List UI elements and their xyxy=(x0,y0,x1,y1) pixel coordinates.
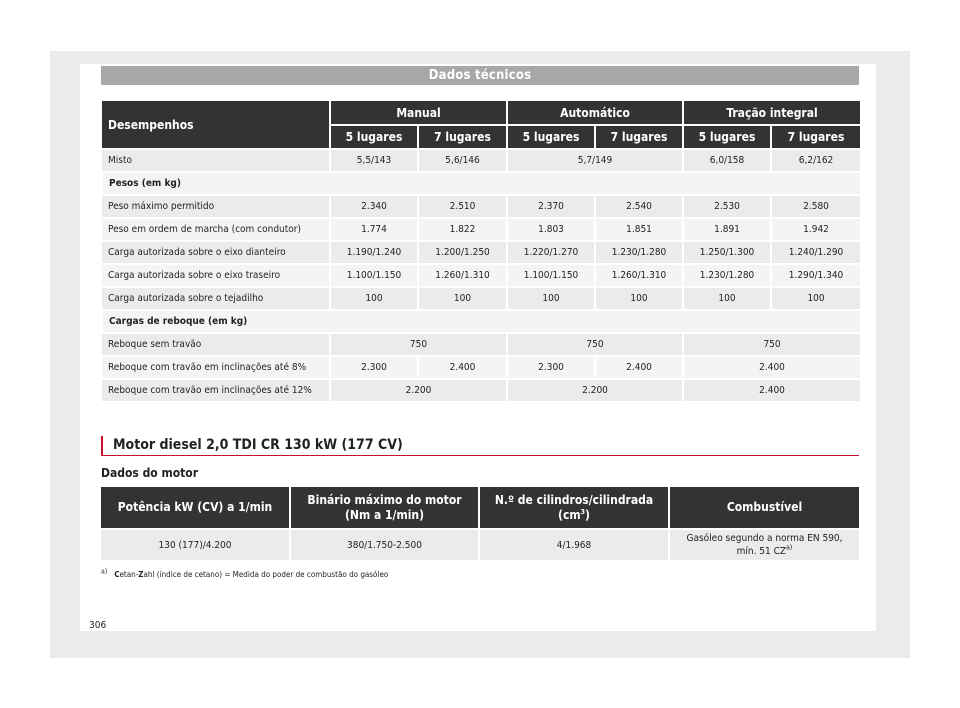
table-cell: 1.200/1.250 xyxy=(418,241,507,264)
footnote-bold-z: Z xyxy=(138,570,144,579)
table-cell: 5,7/149 xyxy=(507,149,683,172)
table-cell: 2.200 xyxy=(507,379,683,401)
table-cell: 2.400 xyxy=(683,379,860,401)
table-cell: 2.580 xyxy=(771,195,860,218)
superscript: 3 xyxy=(580,507,586,516)
table-cell: 750 xyxy=(683,333,860,356)
table-cell: 1.230/1.280 xyxy=(595,241,683,264)
table-row xyxy=(102,218,860,241)
table-cell: 4/1.968 xyxy=(479,529,669,560)
table-cell: 750 xyxy=(507,333,683,356)
header-cylinders-end: ) xyxy=(585,507,590,522)
table-cell: 2.530 xyxy=(683,195,771,218)
table-cell: 380/1.750-2.500 xyxy=(290,529,479,560)
sub-header: 7 lugares xyxy=(595,125,683,149)
table-cell: 100 xyxy=(418,287,507,310)
table-cell: 1.100/1.150 xyxy=(330,264,418,287)
group-header-automatic: Automático xyxy=(507,101,683,125)
table-cell: 6,2/162 xyxy=(771,149,860,172)
header-power: Potência kW (CV) a 1/min xyxy=(101,487,290,529)
table-row xyxy=(102,195,860,218)
table-cell: 1.822 xyxy=(418,218,507,241)
footnote-bold-c: C xyxy=(114,570,120,579)
table-cell: 750 xyxy=(330,333,507,356)
row-header-performance: Desempenhos xyxy=(102,101,330,149)
row-label: Carga autorizada sobre o eixo dianteiro xyxy=(102,241,330,264)
table-cell: 1.290/1.340 xyxy=(771,264,860,287)
table-cell: 100 xyxy=(683,287,771,310)
header-torque: Binário máximo do motor (Nm a 1/min) xyxy=(290,487,479,529)
table-cell: 100 xyxy=(771,287,860,310)
table-cell: 2.200 xyxy=(330,379,507,401)
subheading: Dados do motor xyxy=(101,466,199,480)
row-label: Carga autorizada sobre o eixo traseiro xyxy=(102,264,330,287)
group-header-manual: Manual xyxy=(330,101,507,125)
table-cell: 2.300 xyxy=(507,356,595,379)
table-cell: 2.400 xyxy=(683,356,860,379)
table-cell: 5,5/143 xyxy=(330,149,418,172)
table-cell: 2.510 xyxy=(418,195,507,218)
table-row-misto xyxy=(102,149,860,172)
table-cell: 1.240/1.290 xyxy=(771,241,860,264)
table-cell: 1.803 xyxy=(507,218,595,241)
table-cell-fuel xyxy=(669,529,859,560)
row-label: Peso em ordem de marcha (com condutor) xyxy=(102,218,330,241)
row-label: Reboque com travão em inclinações até 8% xyxy=(102,356,330,379)
row-label: Carga autorizada sobre o tejadilho xyxy=(102,287,330,310)
table-cell: 2.340 xyxy=(330,195,418,218)
table-cell: 2.300 xyxy=(330,356,418,379)
table-cell: 1.230/1.280 xyxy=(683,264,771,287)
table-cell: 100 xyxy=(330,287,418,310)
header-cylinders-text: N.º de cilindros/cilindrada (cm xyxy=(494,492,654,522)
motor-data-table xyxy=(101,487,859,560)
table-row xyxy=(102,333,860,356)
sub-header: 7 lugares xyxy=(418,125,507,149)
table-cell: 1.260/1.310 xyxy=(595,264,683,287)
table-cell: 2.400 xyxy=(418,356,507,379)
table-cell: 1.190/1.240 xyxy=(330,241,418,264)
table-cell: 130 (177)/4.200 xyxy=(101,529,290,560)
footnote-marker: a) xyxy=(101,567,108,576)
section-row-towing xyxy=(102,310,860,333)
table-row xyxy=(102,264,860,287)
footnote-ref: a) xyxy=(786,543,793,552)
row-label: Peso máximo permitido xyxy=(102,195,330,218)
sub-header: 7 lugares xyxy=(771,125,860,149)
section-title: Motor diesel 2,0 TDI CR 130 kW (177 CV) xyxy=(101,436,859,456)
group-header-awd: Tração integral xyxy=(683,101,860,125)
page-title-banner: Dados técnicos xyxy=(101,66,859,85)
table-row xyxy=(102,356,860,379)
table-cell: 1.220/1.270 xyxy=(507,241,595,264)
section-label-weights: Pesos (em kg) xyxy=(102,172,860,195)
section-label-towing: Cargas de reboque (em kg) xyxy=(102,310,860,333)
table-cell: 1.774 xyxy=(330,218,418,241)
row-label: Reboque com travão em inclinações até 12% xyxy=(102,379,330,401)
table-cell: 1.942 xyxy=(771,218,860,241)
table-cell: 1.851 xyxy=(595,218,683,241)
table-cell: 1.250/1.300 xyxy=(683,241,771,264)
footnote-text: etan- xyxy=(119,570,139,579)
table-row xyxy=(102,287,860,310)
table-cell: 100 xyxy=(595,287,683,310)
footnote xyxy=(101,567,389,579)
row-label: Reboque sem travão xyxy=(102,333,330,356)
header-cylinders xyxy=(479,487,669,529)
table-cell: 5,6/146 xyxy=(418,149,507,172)
table-row xyxy=(101,529,859,560)
fuel-text: Gasóleo segundo a norma EN 590, mín. 51 CZ xyxy=(686,533,843,557)
sub-header: 5 lugares xyxy=(683,125,771,149)
table-cell: 2.370 xyxy=(507,195,595,218)
page-number: 306 xyxy=(89,620,107,631)
sub-header: 5 lugares xyxy=(507,125,595,149)
footnote-text: ahl (índice de cetano) = Medida do poder de combustão do gasóleo xyxy=(143,570,389,579)
performance-table xyxy=(101,101,860,401)
table-cell: 1.891 xyxy=(683,218,771,241)
header-fuel: Combustível xyxy=(669,487,859,529)
table-cell: 6,0/158 xyxy=(683,149,771,172)
section-row-weights xyxy=(102,172,860,195)
table-cell: 2.400 xyxy=(595,356,683,379)
sub-header: 5 lugares xyxy=(330,125,418,149)
table-cell: 100 xyxy=(507,287,595,310)
table-cell: 1.100/1.150 xyxy=(507,264,595,287)
table-row xyxy=(102,241,860,264)
row-label: Misto xyxy=(102,149,330,172)
table-cell: 2.540 xyxy=(595,195,683,218)
table-cell: 1.260/1.310 xyxy=(418,264,507,287)
table-row xyxy=(102,379,860,401)
